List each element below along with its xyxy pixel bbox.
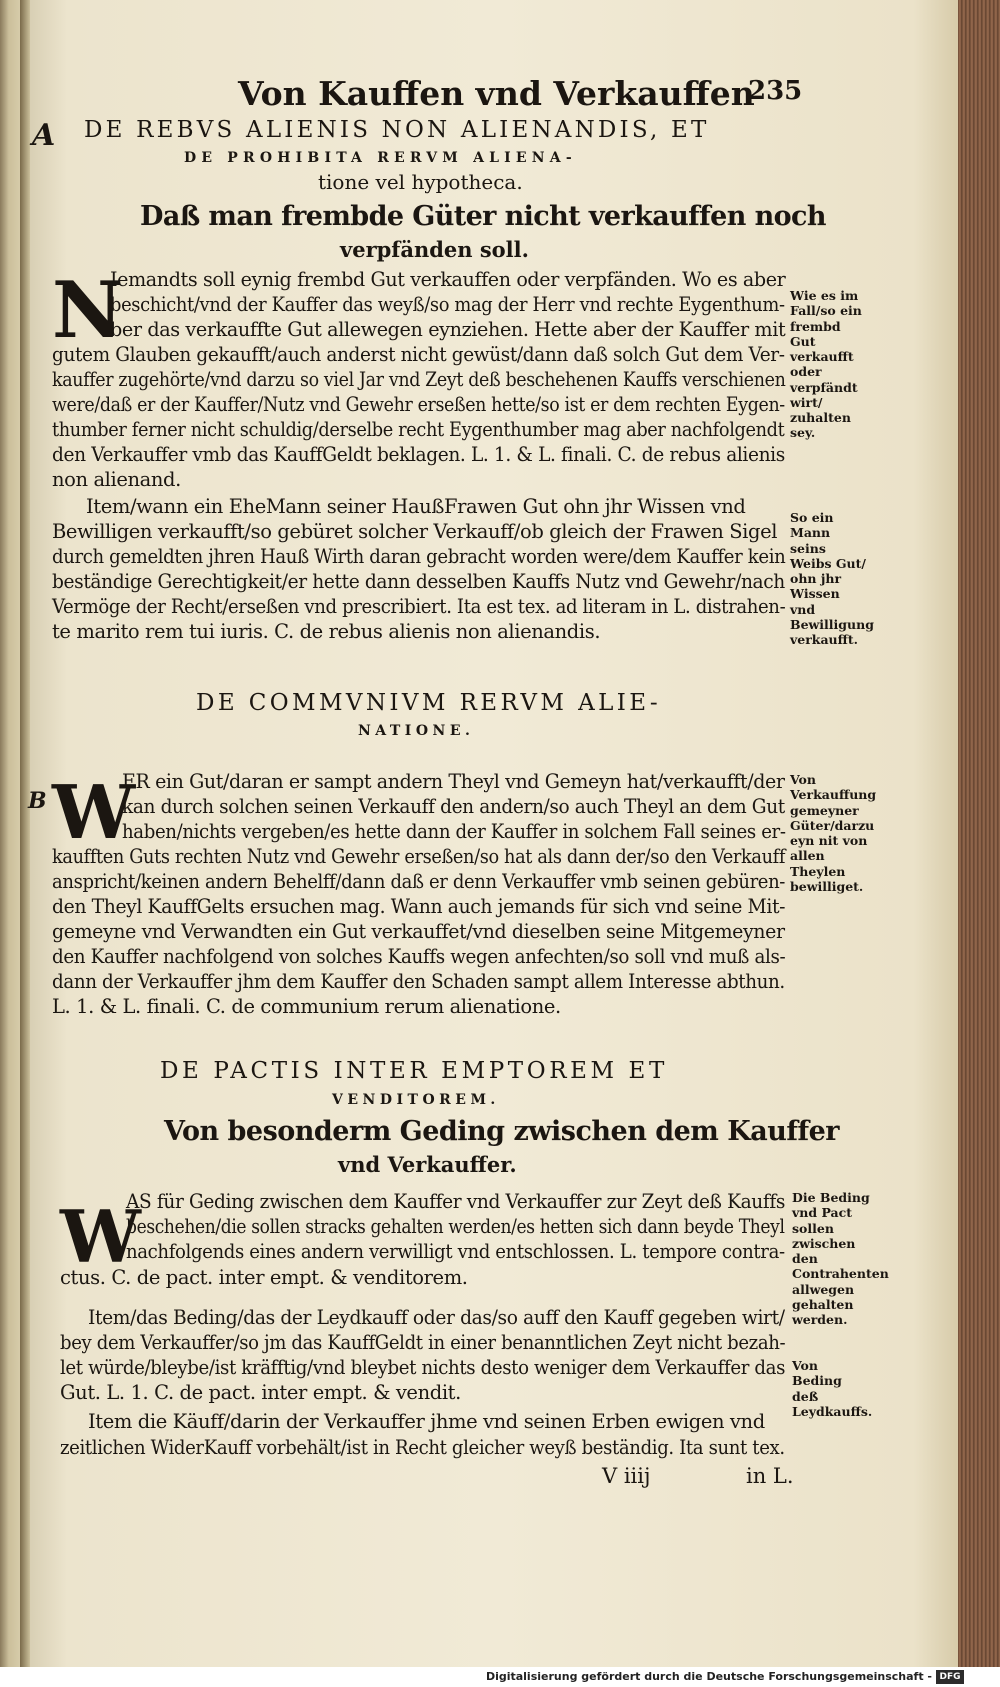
section-title-line: NATIONE. — [358, 723, 475, 739]
text-line: were/daß er der Kauffer/Nutz vnd Gewehr erseßen hette/so ist er dem rechten Eygen- — [52, 393, 785, 416]
section-title-line: DE PROHIBITA RERVM ALIENA- — [184, 150, 577, 166]
text-line: kan durch solchen seinen Verkauff den andern/so auch Theyl an dem Gut — [122, 795, 785, 818]
dfg-logo: DFG — [936, 1670, 964, 1684]
section-title-line: DE COMMVNIVM RERVM ALIE- — [196, 690, 662, 716]
text-line: gutem Glauben gekaufft/auch anderst nicht gewüst/dann daß solch Gut dem Ver- — [52, 343, 785, 366]
text-line: beschehen/die sollen stracks gehalten werden/es hetten sich dann beyde Theyl — [126, 1215, 785, 1238]
text-line: zeitlichen WiderKauff vorbehält/ist in Recht gleicher weyß beständig. Ita sunt tex. — [60, 1436, 785, 1459]
margin-note: Von Verkauffung gemeyner Güter/darzu eyn nit von allen Theylen bewilliget. — [790, 772, 877, 894]
text-line: ctus. C. de pact. inter empt. & venditorem. — [60, 1266, 468, 1289]
running-head: Von Kauffen vnd Verkauffen — [238, 74, 755, 113]
page-fore-edge — [958, 0, 1000, 1667]
drop-cap-initial: W — [60, 1194, 141, 1279]
text-line: non alienand. — [52, 468, 181, 491]
text-line: nachfolgends eines andern verwilligt vnd entschlossen. L. tempore contra- — [126, 1240, 785, 1263]
text-line: kauffer zugehörte/vnd darzu so viel Jar vnd Zeyt deß beschehenen Kauffs verschienen — [52, 368, 786, 391]
text-line: Bewilligen verkaufft/so gebüret solcher Verkauff/ob gleich der Frawen Sigel — [52, 520, 778, 543]
section-mark-a: A — [32, 118, 56, 153]
margin-note: So ein Mann seins Weibs Gut/ ohn jhr Wissen vnd Bewilligung verkaufft. — [790, 510, 874, 647]
text-line: ER ein Gut/daran er sampt andern Theyl vnd Gemeyn hat/verkaufft/der — [122, 770, 785, 793]
text-line: gemeyne vnd Verwandten ein Gut verkauffet/vnd dieselben seine Mitgemeyner — [52, 920, 785, 943]
text-line: den Verkauffer vmb das KauffGeldt beklagen. L. 1. & L. finali. C. de rebus alienis — [52, 443, 785, 466]
text-line: Iemandts soll eynig frembd Gut verkauffen oder verpfänden. Wo es aber — [110, 268, 786, 291]
drop-cap-initial: N — [52, 265, 124, 356]
text-line: let würde/bleybe/ist kräfftig/vnd bleybet nichts desto weniger dem Verkauffer das — [60, 1356, 786, 1379]
text-line: L. 1. & L. finali. C. de communium rerum alienatione. — [52, 995, 561, 1018]
margin-note: Wie es im Fall/so ein frembd Gut verkaufft oder verpfändt wirt/ zuhalten sey. — [790, 288, 862, 441]
text-line: Vermöge der Recht/erseßen vnd prescribiert. Ita est tex. ad literam in L. distrahen- — [52, 595, 786, 618]
text-line: den Kauffer nachfolgend von solches Kauffs wegen anfechten/so soll vnd muß als- — [52, 945, 786, 968]
footer-credit: Digitalisierung gefördert durch die Deutsche Forschungsgemeinschaft - — [485, 1670, 932, 1683]
text-line: Item/wann ein EheMann seiner HaußFrawen Gut ohn jhr Wissen vnd — [86, 495, 746, 518]
text-line: thumber ferner nicht schuldig/derselbe recht Eygenthumber mag aber nachfolgendt — [52, 418, 785, 441]
text-line: Item die Käuff/darin der Verkauffer jhme vnd seinen Erben ewigen vnd — [88, 1410, 765, 1433]
text-line: Gut. L. 1. C. de pact. inter empt. & vendit. — [60, 1381, 461, 1404]
margin-note: Von Beding deß Leydkauffs. — [792, 1358, 873, 1419]
text-line: haben/nichts vergeben/es hette dann der Kauffer in solchem Fall seines er- — [122, 820, 786, 843]
text-line: bey dem Verkauffer/so jm das KauffGeldt in einer benanntlichen Zeyt nicht bezah- — [60, 1331, 786, 1354]
margin-note: Die Beding vnd Pact sollen zwischen den Contrahenten allwegen gehalten werden. — [792, 1190, 889, 1327]
signature-mark: V iiij — [602, 1464, 651, 1488]
text-line: Item/das Beding/das der Leydkauff oder das/so auff den Kauff gegeben wirt/ — [88, 1306, 785, 1329]
section-title-line: VENDITOREM. — [332, 1092, 500, 1108]
section-title-line: DE REBVS ALIENIS NON ALIENANDIS, ET — [84, 117, 710, 143]
text-line: den Theyl KauffGelts ersuchen mag. Wann auch jemands für sich vnd seine Mit- — [52, 895, 786, 918]
text-line: durch gemeldten jhren Hauß Wirth daran gebracht worden were/dem Kauffer kein — [52, 545, 786, 568]
section-heading: Von besonderm Geding zwischen dem Kauffer — [164, 1116, 840, 1147]
page-number: 235 — [748, 76, 803, 106]
text-line: beständige Gerechtigkeit/er hette dann desselben Kauffs Nutz vnd Gewehr/nach — [52, 570, 785, 593]
catchword: in L. — [746, 1464, 794, 1488]
text-line: te marito rem tui iuris. C. de rebus alienis non alienandis. — [52, 620, 601, 643]
section-heading: Daß man frembde Güter nicht verkauffen noch — [140, 201, 826, 232]
text-line: dann der Verkauffer jhm dem Kauffer den Schaden sampt allem Interesse abthun. — [52, 970, 785, 993]
section-heading: verpfänden soll. — [340, 237, 529, 262]
section-mark-b: B — [28, 788, 47, 814]
text-line: beschicht/vnd der Kauffer das weyß/so mag der Herr vnd rechte Eygenthum- — [110, 293, 785, 316]
text-line: AS für Geding zwischen dem Kauffer vnd Verkauffer zur Zeyt deß Kauffs — [126, 1190, 785, 1213]
text-line: kaufften Guts rechten Nutz vnd Gewehr erseßen/so hat als dann der/so den Verkauff — [52, 845, 786, 868]
section-title-line: DE PACTIS INTER EMPTOREM ET — [160, 1058, 668, 1084]
section-title-line: tione vel hypotheca. — [318, 170, 523, 194]
text-line: anspricht/keinen andern Behelff/dann daß er denn Verkauffer vmb seinen gebüren- — [52, 870, 786, 893]
drop-cap-initial: W — [52, 770, 136, 856]
text-line: ber das verkauffte Gut allewegen eynziehen. Hette aber der Kauffer mit — [110, 318, 786, 341]
section-heading: vnd Verkauffer. — [338, 1152, 517, 1177]
facing-page-edge — [0, 0, 22, 1687]
